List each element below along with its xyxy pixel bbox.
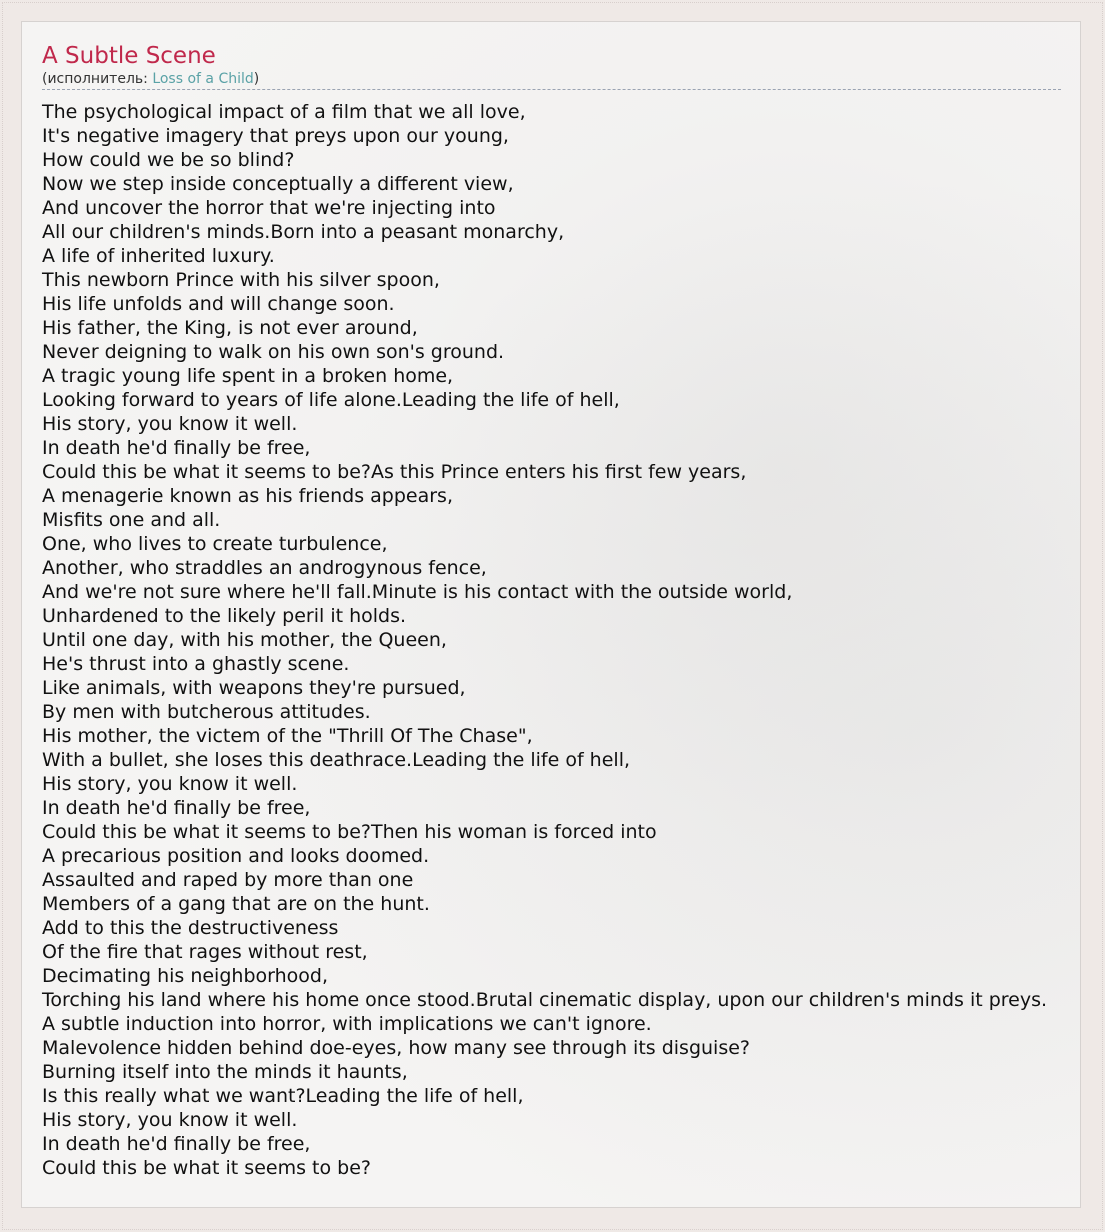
lyric-line: Members of a gang that are on the hunt.: [42, 893, 430, 915]
lyric-line: A precarious position and looks doomed.: [42, 845, 430, 867]
lyric-line: In death he'd finally be free,: [42, 437, 311, 459]
lyrics-text: [42, 100, 1047, 1180]
lyric-line: His father, the King, is not ever around,: [42, 317, 418, 339]
artist-link[interactable]: Loss of a Child: [152, 71, 254, 87]
lyric-line: Could this be what it seems to be?: [42, 1157, 371, 1179]
lyric-line: His story, you know it well.: [42, 773, 298, 795]
lyric-line: A subtle induction into horror, with implications we can't ignore.: [42, 1013, 652, 1035]
lyric-line: A menagerie known as his friends appears,: [42, 485, 453, 507]
lyric-line: With a bullet, she loses this deathrace.Leading the life of hell,: [42, 749, 631, 771]
lyric-line: One, who lives to create turbulence,: [42, 533, 388, 555]
lyric-line: In death he'd finally be free,: [42, 1133, 311, 1155]
lyrics-card: [21, 21, 1081, 1208]
lyric-line: His story, you know it well.: [42, 1109, 298, 1131]
lyric-line: His life unfolds and will change soon.: [42, 293, 395, 315]
lyric-line: Torching his land where his home once stood.Brutal cinematic display, upon our children's minds it preys.: [42, 989, 1048, 1011]
lyric-line: How could we be so blind?: [42, 149, 295, 171]
lyric-line: He's thrust into a ghastly scene.: [42, 653, 350, 675]
lyric-line: Until one day, with his mother, the Queen,: [42, 629, 447, 651]
lyric-line: Could this be what it seems to be?Then his woman is forced into: [42, 821, 657, 843]
lyric-line: Unhardened to the likely peril it holds.: [42, 605, 407, 627]
lyric-line: In death he'd finally be free,: [42, 797, 311, 819]
lyric-line: A tragic young life spent in a broken home,: [42, 365, 454, 387]
lyric-line: Add to this the destructiveness: [42, 917, 339, 939]
lyric-line: Another, who straddles an androgynous fence,: [42, 557, 487, 579]
lyric-line: The psychological impact of a film that we all love,: [42, 101, 526, 123]
lyric-line: Malevolence hidden behind doe-eyes, how many see through its disguise?: [42, 1037, 751, 1059]
byline-prefix: (исполнитель:: [42, 71, 153, 87]
lyric-line: Could this be what it seems to be?As this Prince enters his first few years,: [42, 461, 747, 483]
lyric-line: It's negative imagery that preys upon our young,: [42, 125, 509, 147]
lyric-line: Never deigning to walk on his own son's ground.: [42, 341, 505, 363]
lyric-line: Of the fire that rages without rest,: [42, 941, 368, 963]
lyric-line: Assaulted and raped by more than one: [42, 869, 414, 891]
lyric-line: Like animals, with weapons they're pursued,: [42, 677, 466, 699]
lyric-line: And we're not sure where he'll fall.Minute is his contact with the outside world,: [42, 581, 793, 603]
lyric-line: His story, you know it well.: [42, 413, 298, 435]
lyric-line: Burning itself into the minds it haunts,: [42, 1061, 408, 1083]
lyric-line: Now we step inside conceptually a different view,: [42, 173, 514, 195]
lyric-line: Looking forward to years of life alone.Leading the life of hell,: [42, 389, 620, 411]
lyric-line: Decimating his neighborhood,: [42, 965, 328, 987]
lyric-line: And uncover the horror that we're injecting into: [42, 197, 496, 219]
artist-byline: [42, 70, 259, 88]
lyric-line: Is this really what we want?Leading the life of hell,: [42, 1085, 524, 1107]
song-title: A Subtle Scene: [42, 43, 216, 69]
byline-suffix: ): [253, 71, 260, 87]
lyric-line: By men with butcherous attitudes.: [42, 701, 371, 723]
title-divider: [42, 89, 1061, 90]
lyric-line: All our children's minds.Born into a peasant monarchy,: [42, 221, 565, 243]
lyric-line: His mother, the victem of the "Thrill Of The Chase",: [42, 725, 533, 747]
lyric-line: This newborn Prince with his silver spoon,: [42, 269, 440, 291]
lyric-line: Misfits one and all.: [42, 509, 221, 531]
lyric-line: A life of inherited luxury.: [42, 245, 275, 267]
